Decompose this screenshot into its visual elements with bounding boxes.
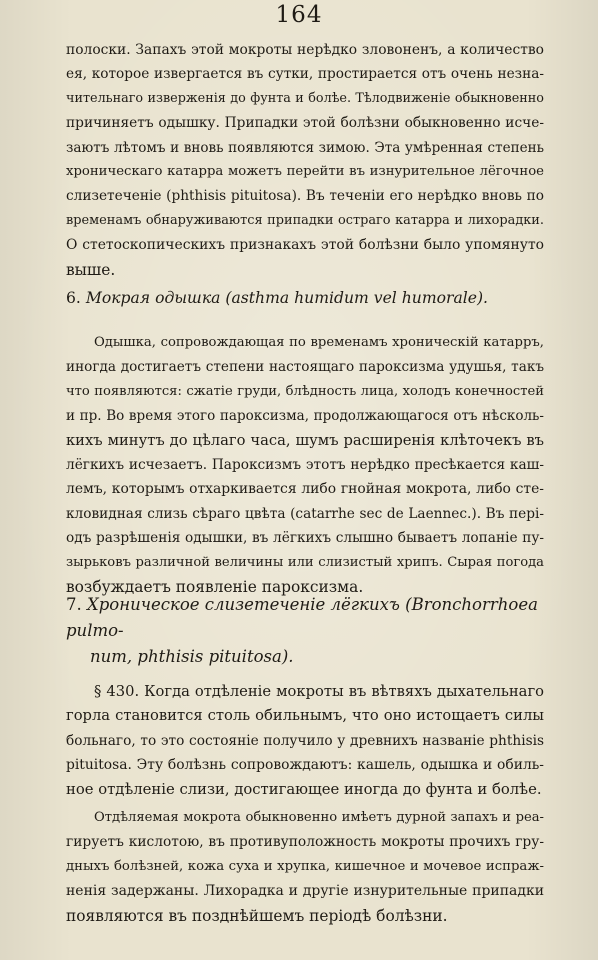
section-title-line1: Хроническое слизетеченіе лёгкихъ (Bronchorrhoea pulmo- <box>66 595 538 640</box>
text-line: временамъ обнаруживаются припадки остраго катарра и лихорадки. <box>66 212 544 228</box>
text-line: горла становится столь обильнымъ, что оно истощаетъ силы <box>66 707 544 725</box>
paragraph-430 <box>66 680 544 802</box>
text-line: лемъ, которымъ отхаркивается либо гнойная мокрота, либо сте- <box>66 481 544 498</box>
section-number: 6. <box>66 289 81 307</box>
section-title-line2: num, phthisis pituitosa). <box>90 647 294 666</box>
text-line: чительнаго изверженія до фунта и болѣе. Тѣлодвиженіе обыкновенно <box>66 90 544 106</box>
text-line: слизетеченіе (phthisis pituitosa). Въ теченіи его нерѣдко вновь по <box>66 188 544 205</box>
text-line: полоски. Запахъ этой мокроты нерѣдко зловоненъ, а количество <box>66 42 544 58</box>
section-title: Мокрая одышка (asthma humidum vel humorale). <box>85 289 489 307</box>
text-line: одъ разрѣшенія одышки, въ лёгкихъ слышно бываетъ лопаніе пу- <box>66 530 544 547</box>
text-line: и пр. Во время этого пароксизма, продолжающагося отъ нѣсколь- <box>66 408 544 425</box>
text-line: дныхъ болѣзней, кожа суха и хрупка, кишечное и мочевое испраж- <box>66 858 544 874</box>
paragraph-continuation <box>66 38 544 282</box>
text-line: pituitosa. Эту болѣзнь сопровождаютъ: кашель, одышка и обиль- <box>66 757 544 774</box>
text-line: выше. <box>66 260 116 279</box>
text-line: ное отдѣленіе слизи, достигающее иногда до фунта и болѣе. <box>66 780 542 798</box>
text-line: § 430. Когда отдѣленіе мокроты въ вѣтвяхъ дыхательнаго <box>94 683 544 700</box>
text-line: ея, которое извергается въ сутки, простирается отъ очень незна- <box>66 66 544 83</box>
section-heading-6 <box>66 286 544 310</box>
text-line: возбуждаетъ появленіе пароксизма. <box>66 577 364 596</box>
text-line: причиняетъ одышку. Припадки этой болѣзни обыкновенно исче- <box>66 115 544 132</box>
text-line: гируетъ кислотою, въ противуположность мокроты прочихъ гру- <box>66 834 544 851</box>
section-number: 7. <box>66 595 82 614</box>
text-line: кихъ минутъ до цѣлаго часа, шумъ расширенія клѣточекъ въ <box>66 431 544 449</box>
text-line: кловидная слизь сѣраго цвѣта (catarrhe sec de Laennec.). Въ пері- <box>66 505 544 522</box>
text-line: Одышка, сопровождающая по временамъ хроническій катарръ, <box>94 335 544 350</box>
text-line: Отдѣляемая мокрота обыкновенно имѣетъ дурной запахъ и реа- <box>94 810 544 825</box>
page-number: 164 <box>275 2 323 28</box>
section-heading-7 <box>66 592 544 670</box>
text-line: заютъ лѣтомъ и вновь появляются зимою. Эта умѣренная степень <box>66 139 544 156</box>
paragraph-asthma <box>66 331 544 599</box>
text-line: иногда достигаетъ степени настоящаго пароксизма удушья, такъ <box>66 359 544 376</box>
text-line: зырьковъ различной величины или слизистый хрипъ. Сырая погода <box>66 554 544 570</box>
text-line: О стетоскопическихъ признакахъ этой болѣзни было упомянуто <box>66 237 544 254</box>
paragraph-sputum <box>66 806 544 928</box>
text-line: больнаго, то это состояніе получило у древнихъ названіе phthisis <box>66 732 544 749</box>
text-line: лёгкихъ исчезаетъ. Пароксизмъ этотъ нерѣдко пресѣкается каш- <box>66 456 544 473</box>
text-line: появляются въ позднѣйшемъ періодѣ болѣзни. <box>66 906 448 925</box>
text-line: хроническаго катарра можетъ перейти въ изнурительное лёгочное <box>66 163 544 179</box>
text-line: ненія задержаны. Лихорадка и другіе изнурительные припадки <box>66 883 544 900</box>
text-line: что появляются: сжатіе груди, блѣдность лица, холодъ конечностей <box>66 383 544 399</box>
